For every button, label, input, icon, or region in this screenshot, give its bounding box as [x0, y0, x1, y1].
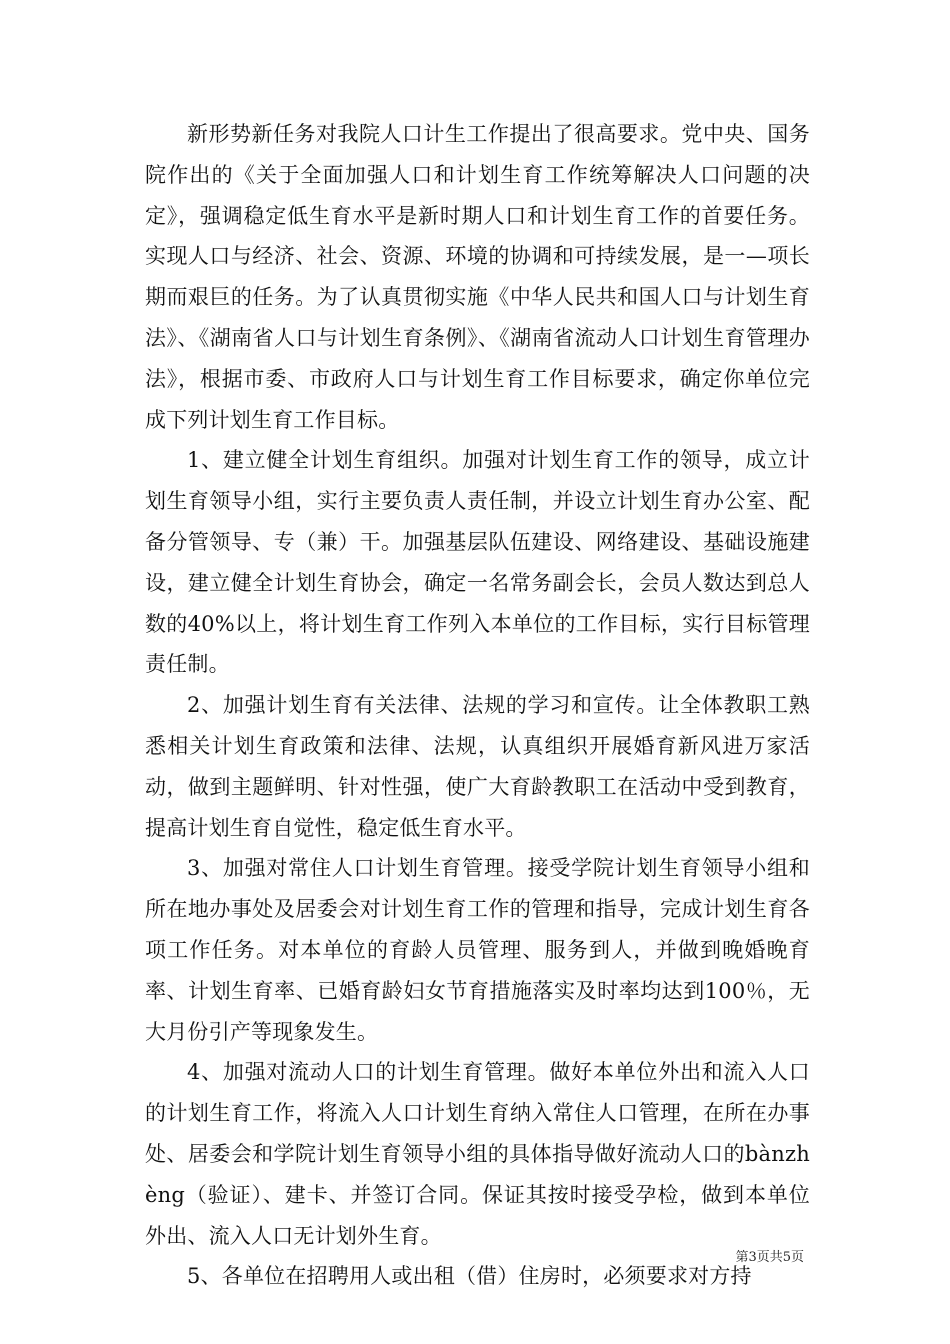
paragraph-item-4: 4、加强对流动人口的计划生育管理。做好本单位外出和流入人口的计划生育工作，将流入人口计划生育纳入常住人口管理，在所在办事处、居委会和学院计划生育领导小组的具体指导做好流动人口的bànzhèng（验证）、建卡、并签订合同。保证其按时接受孕检，做到本单位外出、流入人口无计划外生育。	[145, 1060, 810, 1248]
page-number-footer: 第3页共5页	[735, 1250, 804, 1265]
paragraph-item-1: 1、建立健全计划生育组织。加强对计划生育工作的领导，成立计划生育领导小组，实行主要负责人责任制，并设立计划生育办公室、配备分管领导、专（兼）干。加强基层队伍建设、网络建设、基础设施建设，建立健全计划生育协会，确定一名常务副会长，会员人数达到总人数的40%以上，将计划生育工作列入本单位的工作目标，实行目标管理责任制。	[145, 448, 810, 677]
paragraph-item-3: 3、加强对常住人口计划生育管理。接受学院计划生育领导小组和所在地办事处及居委会对计划生育工作的管理和指导，完成计划生育各项工作任务。对本单位的育龄人员管理、服务到人，并做到晚婚晚育率、计划生育率、已婚育龄妇女节育措施落实及时率均达到100％，无大月份引产等现象发生。	[145, 856, 810, 1044]
paragraph-intro: 新形势新任务对我院人口计生工作提出了很高要求。党中央、国务院作出的《关于全面加强人口和计划生育工作统筹解决人口问题的决定》，强调稳定低生育水平是新时期人口和计划生育工作的首要任务。实现人口与经济、社会、资源、环境的协调和可持续发展，是一—项长期而艰巨的任务。为了认真贯彻实施《中华人民共和国人口与计划生育法》、《湖南省人口与计划生育条例》、《湖南省流动人口计划生育管理办法》，根据市委、市政府人口与计划生育工作目标要求，确定你单位完成下列计划生育工作目标。	[145, 122, 810, 432]
document-body	[145, 114, 810, 1297]
paragraph-item-2: 2、加强计划生育有关法律、法规的学习和宣传。让全体教职工熟悉相关计划生育政策和法律、法规，认真组织开展婚育新风进万家活动，做到主题鲜明、针对性强，使广大育龄教职工在活动中受到教育，提高计划生育自觉性，稳定低生育水平。	[145, 693, 810, 840]
paragraph-item-5: 5、各单位在招聘用人或出租（借）住房时，必须要求对方持	[187, 1264, 752, 1289]
